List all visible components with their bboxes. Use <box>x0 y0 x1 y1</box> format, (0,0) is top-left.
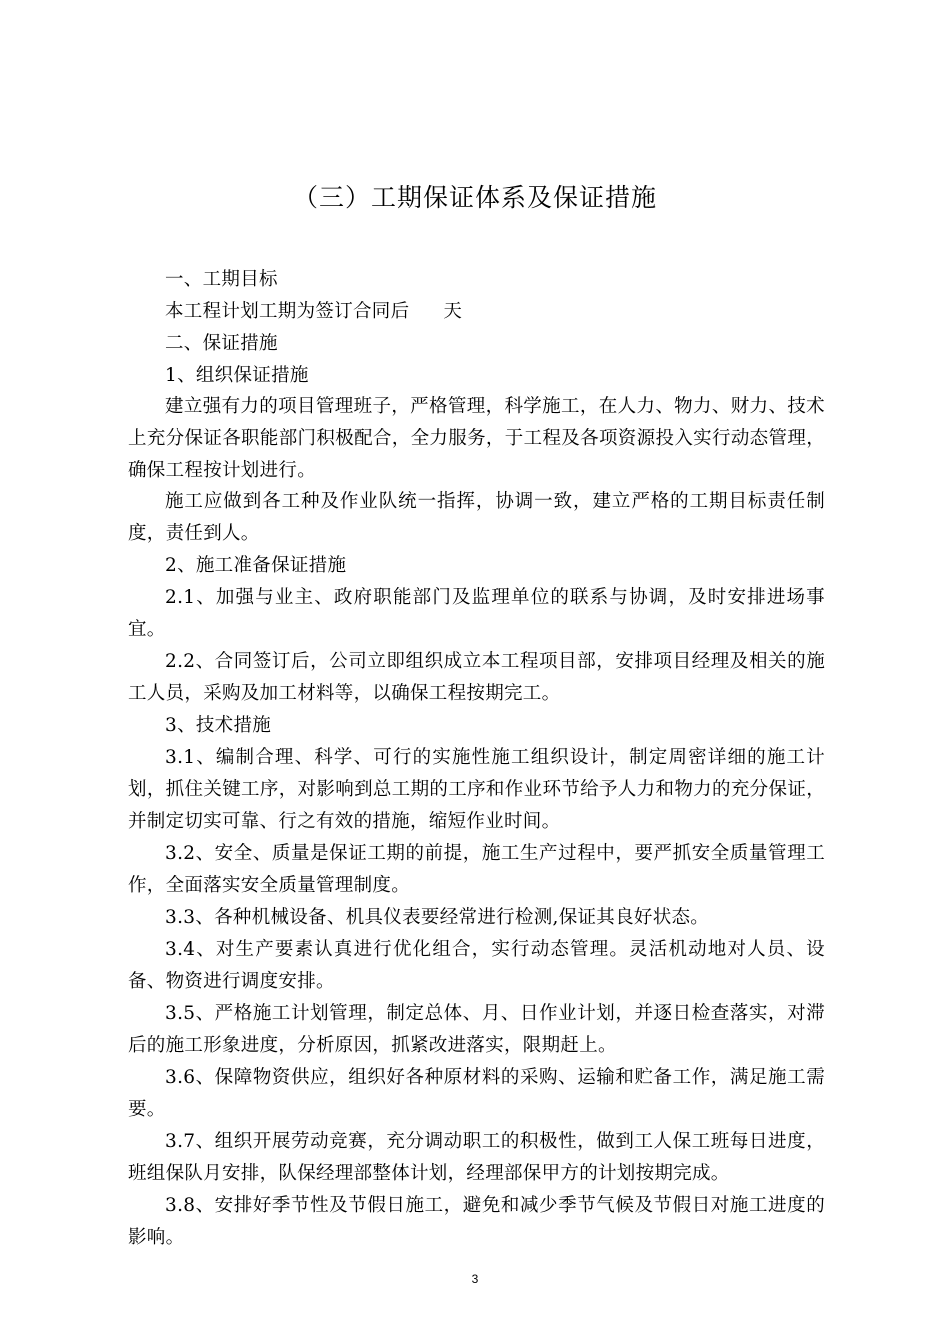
paragraph-3-7: 3.7、组织开展劳动竞赛，充分调动职工的积极性，做到工人保工班每日进度，班组保队月安排，队保经理部整体计划，经理部保甲方的计划按期完成。 <box>128 1131 825 1184</box>
schedule-duration-unit: 天 <box>443 301 463 322</box>
paragraph-2-1: 2.1、加强与业主、政府职能部门及监理单位的联系与协调，及时安排进场事宜。 <box>128 587 825 640</box>
paragraph-3-5: 3.5、严格施工计划管理，制定总体、月、日作业计划，并逐日检查落实，对滞后的施工形象进度，分析原因，抓紧改进落实，限期赶上。 <box>128 1003 825 1056</box>
paragraph-3-3: 3.3、各种机械设备、机具仪表要经常进行检测,保证其良好状态。 <box>165 907 710 928</box>
document-body <box>128 264 825 1254</box>
document-title: （三）工期保证体系及保证措施 <box>292 183 657 212</box>
schedule-duration-text: 本工程计划工期为签订合同后 <box>165 301 410 322</box>
paragraph-3-6: 3.6、保障物资供应，组织好各种原材料的采购、运输和贮备工作，满足施工需要。 <box>128 1067 825 1120</box>
paragraph-3-8: 3.8、安排好季节性及节假日施工，避免和减少季节气候及节假日对施工进度的影响。 <box>128 1195 825 1248</box>
paragraph-management-team: 建立强有力的项目管理班子，严格管理，科学施工，在人力、物力、财力、技术上充分保证各职能部门积极配合，全力服务，于工程及各项资源投入实行动态管理，确保工程按计划进行。 <box>128 396 825 481</box>
page-number: 3 <box>471 1272 479 1286</box>
paragraph-3-4: 3.4、对生产要素认真进行优化组合，实行动态管理。灵活机动地对人员、设备、物资进行调度安排。 <box>128 939 825 992</box>
heading-preparation-measures: 2、施工准备保证措施 <box>165 555 347 576</box>
paragraph-3-1: 3.1、编制合理、科学、可行的实施性施工组织设计，制定周密详细的施工计划，抓住关键工序，对影响到总工期的工序和作业环节给予人力和物力的充分保证，并制定切实可靠、行之有效的措施，缩短作业时间。 <box>128 747 825 832</box>
paragraph-3-2: 3.2、安全、质量是保证工期的前提，施工生产过程中，要严抓安全质量管理工作，全面落实安全质量管理制度。 <box>128 843 825 896</box>
paragraph-2-2: 2.2、合同签订后，公司立即组织成立本工程项目部，安排项目经理及相关的施工人员，采购及加工材料等，以确保工程按期完工。 <box>128 651 825 704</box>
paragraph-unified-command: 施工应做到各工种及作业队统一指挥，协调一致，建立严格的工期目标责任制度，责任到人。 <box>128 491 825 544</box>
heading-schedule-target: 一、工期目标 <box>165 269 278 290</box>
heading-guarantee-measures: 二、保证措施 <box>165 333 278 354</box>
heading-organization-measures: 1、组织保证措施 <box>165 365 309 386</box>
schedule-duration-line <box>128 296 825 328</box>
heading-technical-measures: 3、技术措施 <box>165 715 272 736</box>
